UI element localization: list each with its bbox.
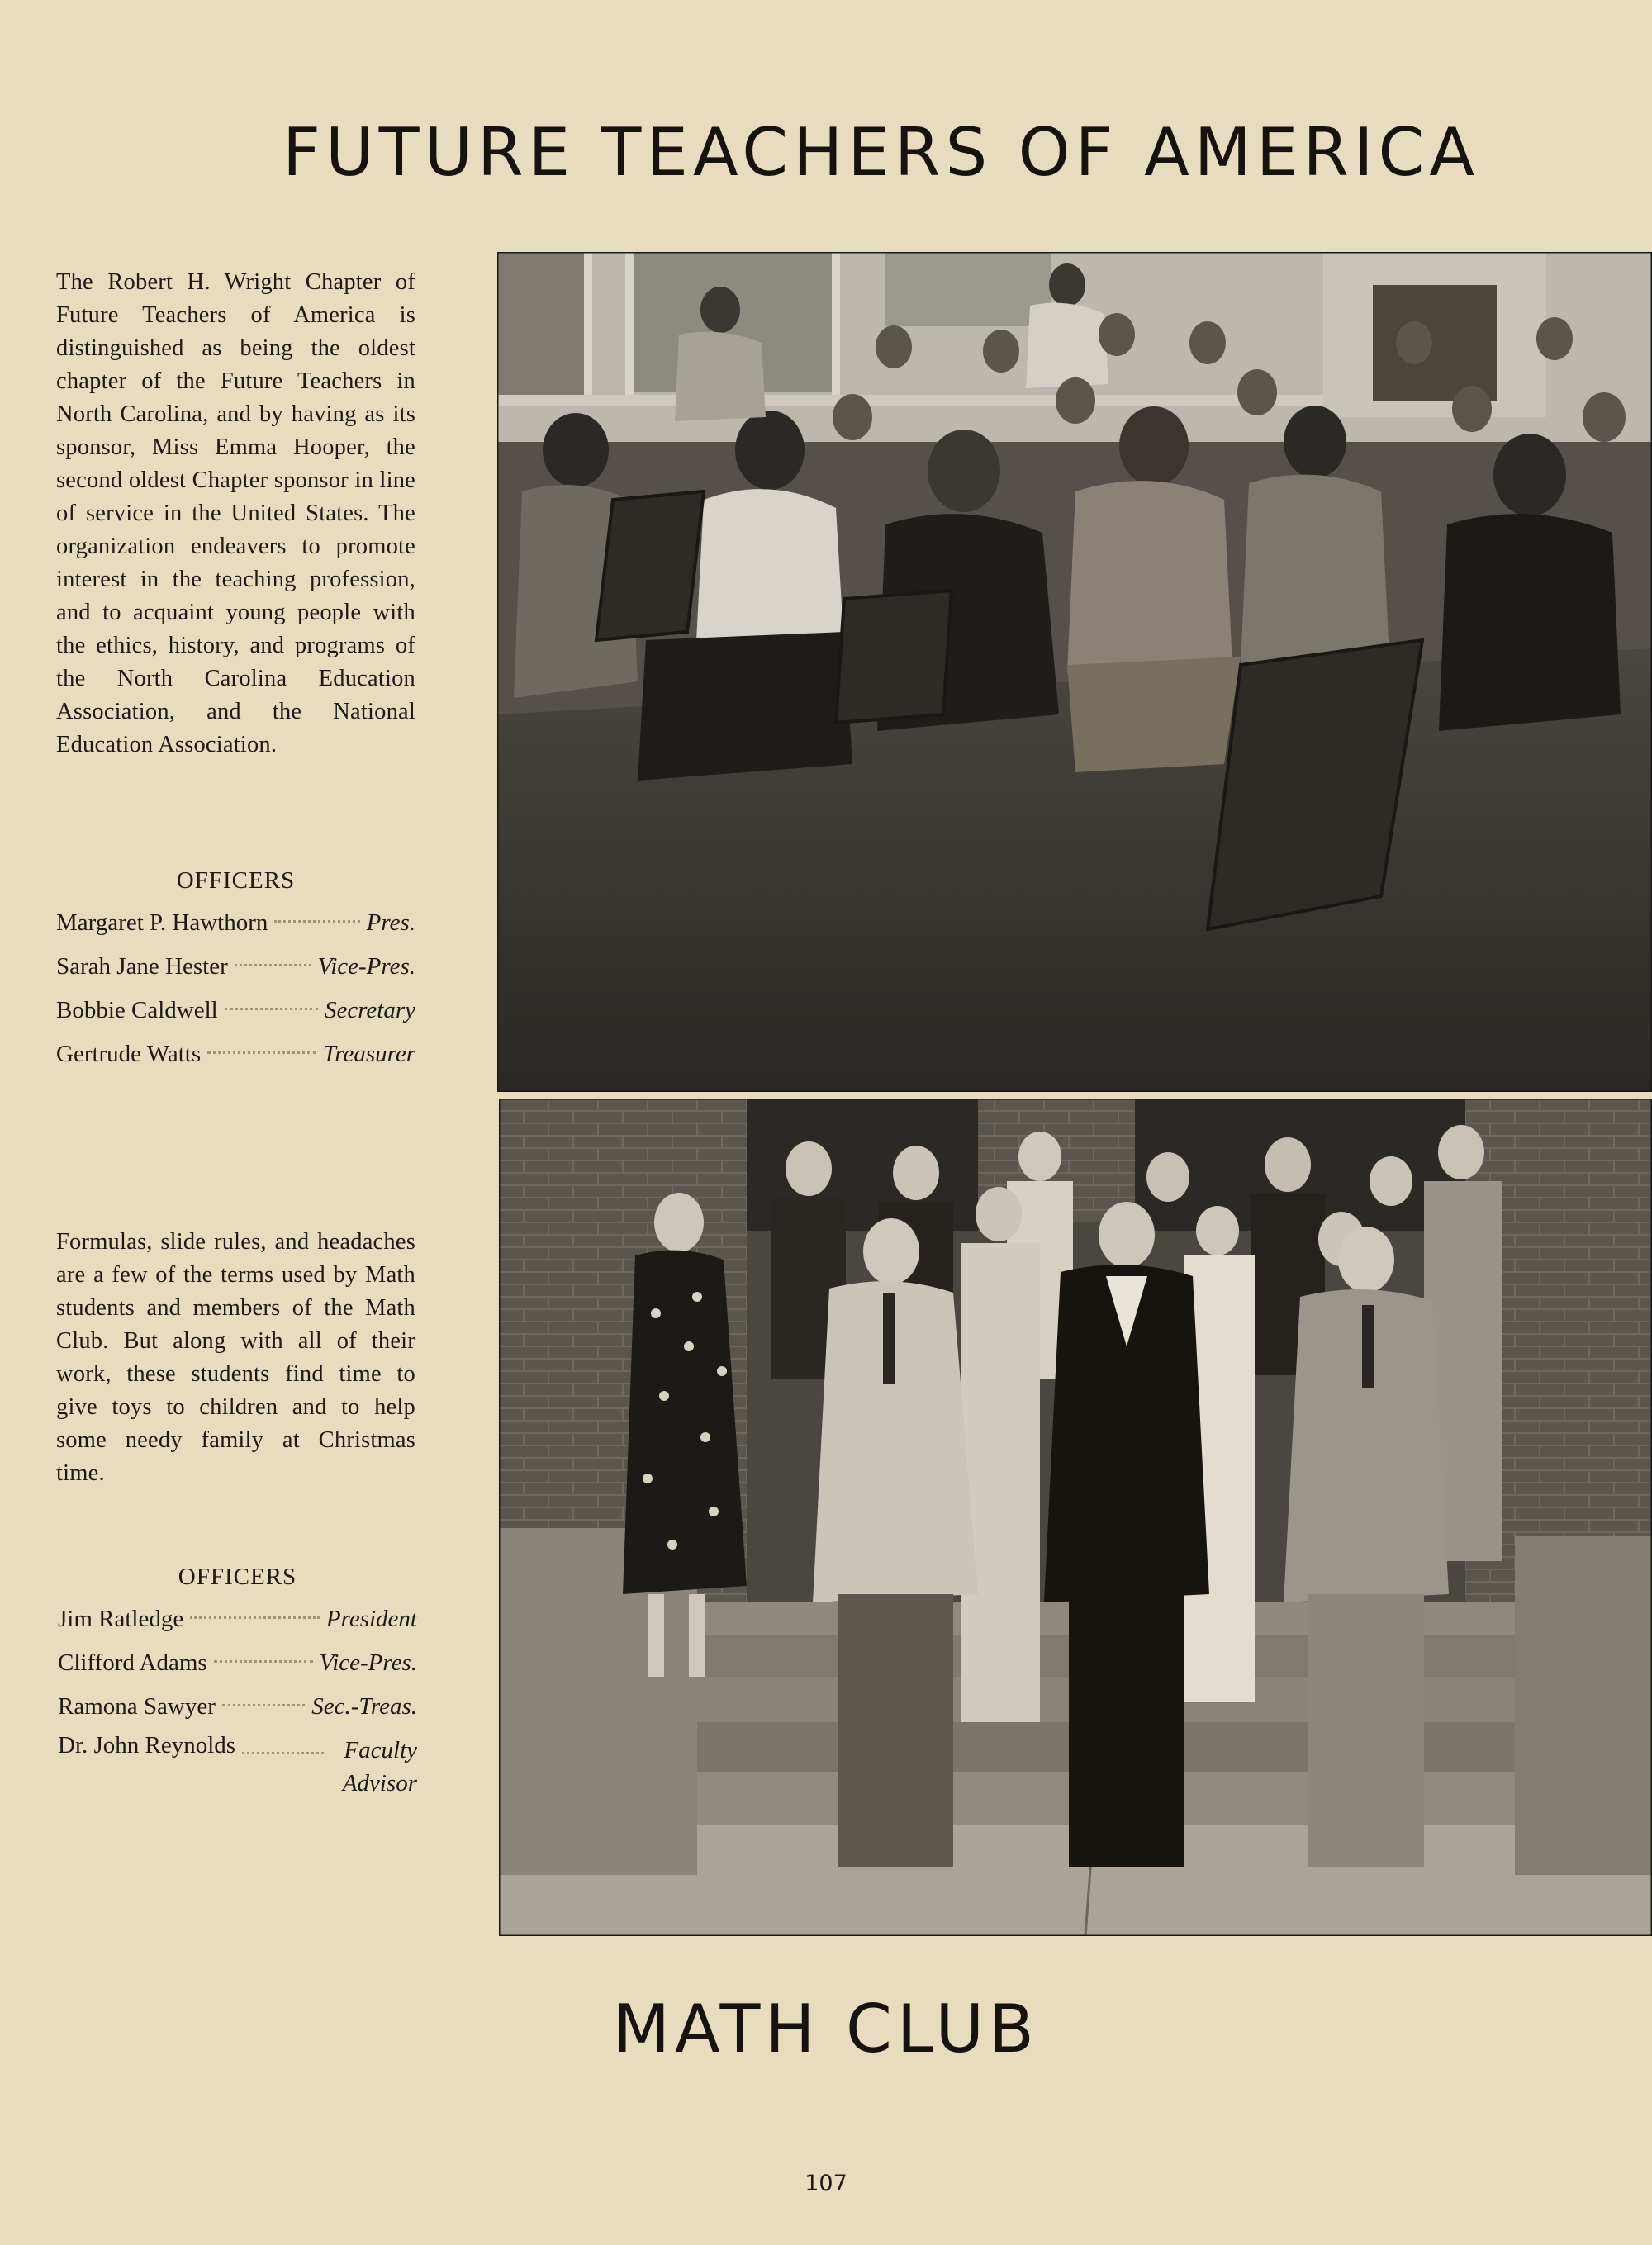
officer-role: Vice-Pres. [319,1649,417,1676]
officer-row [56,945,415,989]
officer-role: Vice-Pres. [317,953,415,980]
officer-row [56,989,415,1032]
math-officers-title: OFFICERS [178,1564,297,1590]
officer-name: Bobbie Caldwell [56,997,218,1023]
officer-name: Sarah Jane Hester [56,953,228,980]
officer-row [58,1641,417,1685]
fta-classroom-photo [497,252,1652,1092]
math-club-group-photo [499,1099,1652,1936]
page-number: 107 [805,2171,847,2196]
officer-row [58,1729,417,1800]
math-description: Formulas, slide rules, and headaches are a few of the terms used by Math students and members of the Math Club. But along with all of their work, these students find time to give toys to children and to help some needy family at Christmas time. [56,1229,415,1486]
officer-row [58,1685,417,1729]
officer-role: President [325,1606,417,1632]
dot-leader [225,1008,318,1010]
officer-name: Margaret P. Hawthorn [56,909,268,936]
dot-leader [207,1051,316,1054]
fta-text-column [56,266,415,762]
page-title: FUTURE TEACHERS OF AMERICA [282,114,1480,191]
fta-description: The Robert H. Wright Chapter of Future Teachers of America is distinguished as being the oldest chapter of the Future Teachers in North Carolina, and by having as its sponsor, Miss Emma Hooper, the second oldest Chapter sponsor in line of service in the United States. The organization endeavers to promote interest in the teaching profession, and to acquaint young people with the ethics, history, and programs of the North Carolina Education Association, and the National Education Association. [56,269,415,757]
officer-role: Pres. [366,909,415,936]
officer-name: Clifford Adams [58,1649,207,1676]
officer-row [58,1597,417,1641]
officer-name: Ramona Sawyer [58,1693,216,1720]
officer-name: Jim Ratledge [58,1606,184,1632]
dot-leader [235,964,311,966]
section-title-math-club: MATH CLUB [613,1991,1039,2067]
officer-row [56,1032,415,1076]
officer-role: Faculty Advisor [342,1737,417,1796]
officer-role: Sec.-Treas. [311,1693,417,1720]
officer-role: Secretary [324,997,415,1023]
dot-leader [242,1752,324,1754]
officer-role: Treasurer [322,1041,415,1067]
officer-name: Dr. John Reynolds [58,1732,236,1759]
officer-row [56,901,415,945]
fta-officers-title: OFFICERS [176,867,296,894]
dot-leader [222,1704,305,1706]
math-text-column [56,1226,415,1490]
math-officers [58,1564,417,1800]
dot-leader [190,1616,320,1619]
dot-leader [274,920,359,923]
fta-officers [56,867,415,1076]
dot-leader [214,1660,313,1663]
officer-name: Gertrude Watts [56,1041,202,1067]
